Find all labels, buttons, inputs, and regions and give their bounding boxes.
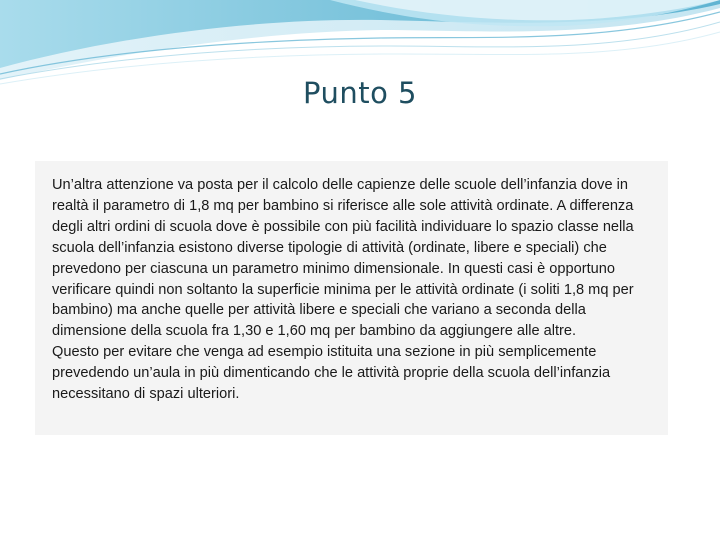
- text-box: [35, 161, 668, 435]
- paragraph-2: Questo per evitare che venga ad esempio istituita una sezione in più semplicemente prevedendo un’aula in più dimenticando che le attività proprie della scuola dell’infanzia necessitano di spazi ulteriori.: [52, 344, 611, 403]
- slide-title: Punto 5: [302, 76, 418, 110]
- paragraph-1: Un’altra attenzione va posta per il calcolo delle capienze delle scuole dell’infanzia dove in realtà il parametro di 1,8 mq per bambino si riferisce alle sole attività ordinate. A differenza degli altri ordini di scuola dove è possibile con più facilità individuare lo spazio classe nella scuola dell’infanzia esistono diverse tipologie di attività (ordinate, libere e speciali) che prevedono per ciascuna un parametro minimo dimensionale. In questi casi è opportuno verificare quindi non soltanto la superficie minima per le attività ordinate (i soliti 1,8 mq per bambino) ma anche quelle per attività libere e speciali che variano a seconda della dimensione della scuola fra 1,30 e 1,60 mq per bambino da aggiungere alle altre.: [52, 177, 634, 340]
